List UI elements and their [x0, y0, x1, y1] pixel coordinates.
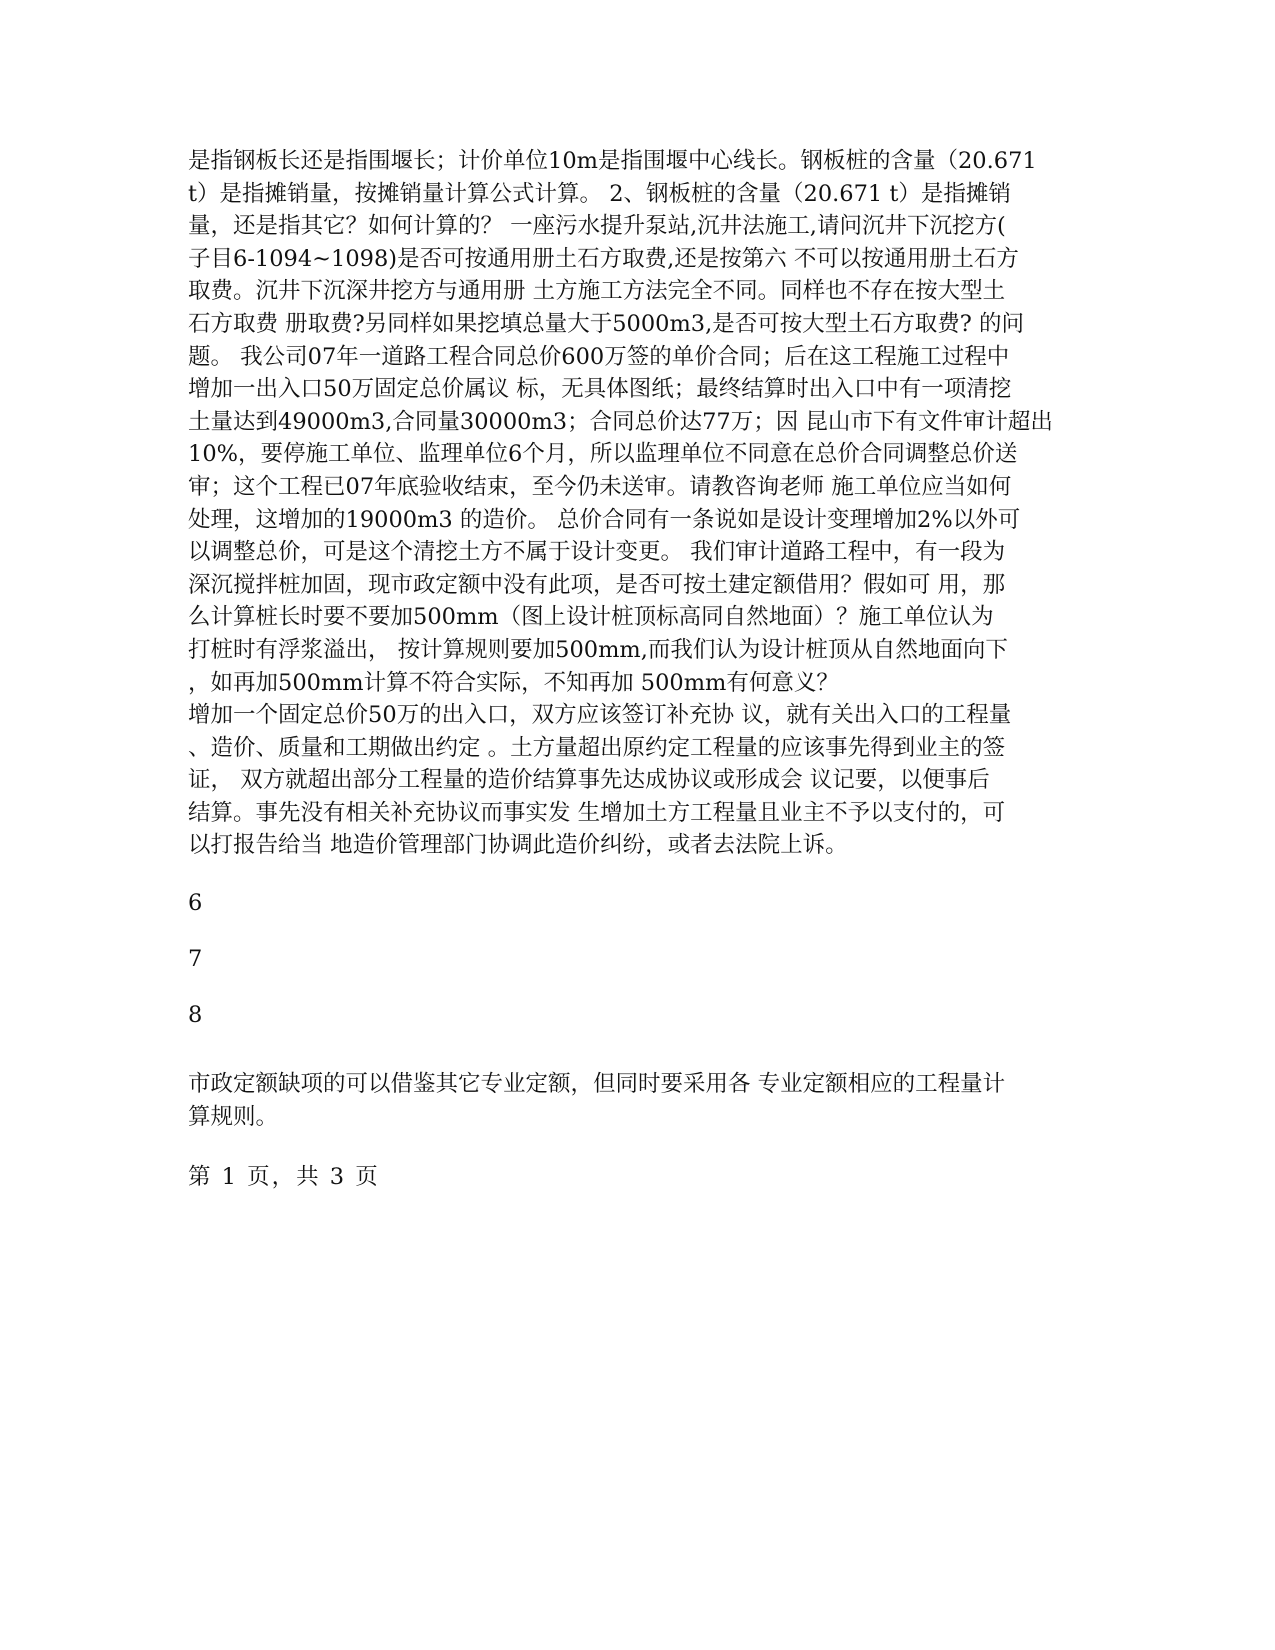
- text-line: 增加一出入口50万固定总价属议 标，无具体图纸；最终结算时出入口中有一项清挖: [188, 376, 1012, 403]
- text-line: 取费。沉井下沉深井挖方与通用册 土方施工方法完全不同。同样也不存在按大型土: [188, 278, 1006, 305]
- text-line: 量，还是指其它？如何计算的？ 一座污水提升泵站,沉井法施工,请问沉井下沉挖方(: [188, 213, 1006, 240]
- text-line: 深沉搅拌桩加固，现市政定额中没有此项，是否可按土建定额借用？假如可 用，那: [188, 571, 1006, 598]
- item-number-6: 6: [188, 890, 203, 917]
- text-line: 么计算桩长时要不要加500mm（图上设计桩顶标高同自然地面）？施工单位认为: [188, 604, 994, 631]
- text-line: 子目6-1094~1098)是否可按通用册土石方取费,还是按第六 不可以按通用册土石方: [188, 245, 1019, 272]
- text-line: 证， 双方就超出部分工程量的造价结算事先达成协议或形成会 议记要，以便事后: [188, 767, 990, 794]
- text-line: t）是指摊销量，按摊销量计算公式计算。 2、钢板桩的含量（20.671 t）是指摊销: [188, 180, 1011, 207]
- text-line: 题。 我公司07年一道路工程合同总价600万签的单价合同；后在这工程施工过程中: [188, 343, 1010, 370]
- document-page: [188, 145, 1088, 1193]
- text-line: 增加一个固定总价50万的出入口，双方应该签订补充协 议，就有关出入口的工程量: [188, 702, 1012, 729]
- text-line: 土量达到49000m3,合同量30000m3；合同总价达77万；因 昆山市下有文件审计超出: [188, 408, 1053, 435]
- text-line: 、造价、质量和工期做出约定 。土方量超出原约定工程量的应该事先得到业主的签: [188, 734, 1006, 761]
- text-line: 是指钢板长还是指围堰长；计价单位10m是指围堰中心线长。钢板桩的含量（20.671: [188, 148, 1037, 174]
- text-line: 石方取费 册取费?另同样如果挖填总量大于5000m3,是否可按大型土石方取费? 的问: [188, 310, 1024, 337]
- text-line: 处理，这增加的19000m3 的造价。 总价合同有一条说如是设计变理增加2%以外可: [188, 506, 1021, 533]
- closing-text: [188, 1068, 1088, 1133]
- text-line: 市政定额缺项的可以借鉴其它专业定额，但同时要采用各 专业定额相应的工程量计: [188, 1071, 1006, 1098]
- text-line: 以打报告给当 地造价管理部门协调此造价纠纷，或者去法院上诉。: [188, 832, 848, 859]
- text-line: 算规则。: [188, 1103, 279, 1130]
- text-line: 打桩时有浮浆溢出， 按计算规则要加500mm,而我们认为设计桩顶从自然地面向下: [188, 636, 1008, 663]
- item-number-8: 8: [188, 1002, 203, 1029]
- text-line: 结算。事先没有相关补充协议而事实发 生增加土方工程量且业主不予以支付的，可: [188, 799, 1006, 826]
- page-footer: 第 1 页，共 3 页: [188, 1164, 380, 1191]
- text-line: 10%，要停施工单位、监理单位6个月，所以监理单位不同意在总价合同调整总价送: [188, 441, 1018, 468]
- body-text: [188, 145, 1088, 862]
- text-line: ，如再加500mm计算不符合实际，不知再加 500mm有何意义？: [188, 669, 839, 696]
- text-line: 审；这个工程已07年底验收结束，至今仍未送审。请教咨询老师 施工单位应当如何: [188, 473, 1012, 500]
- item-number-7: 7: [188, 946, 203, 973]
- text-line: 以调整总价，可是这个清挖土方不属于设计变更。 我们审计道路工程中，有一段为: [188, 539, 1006, 566]
